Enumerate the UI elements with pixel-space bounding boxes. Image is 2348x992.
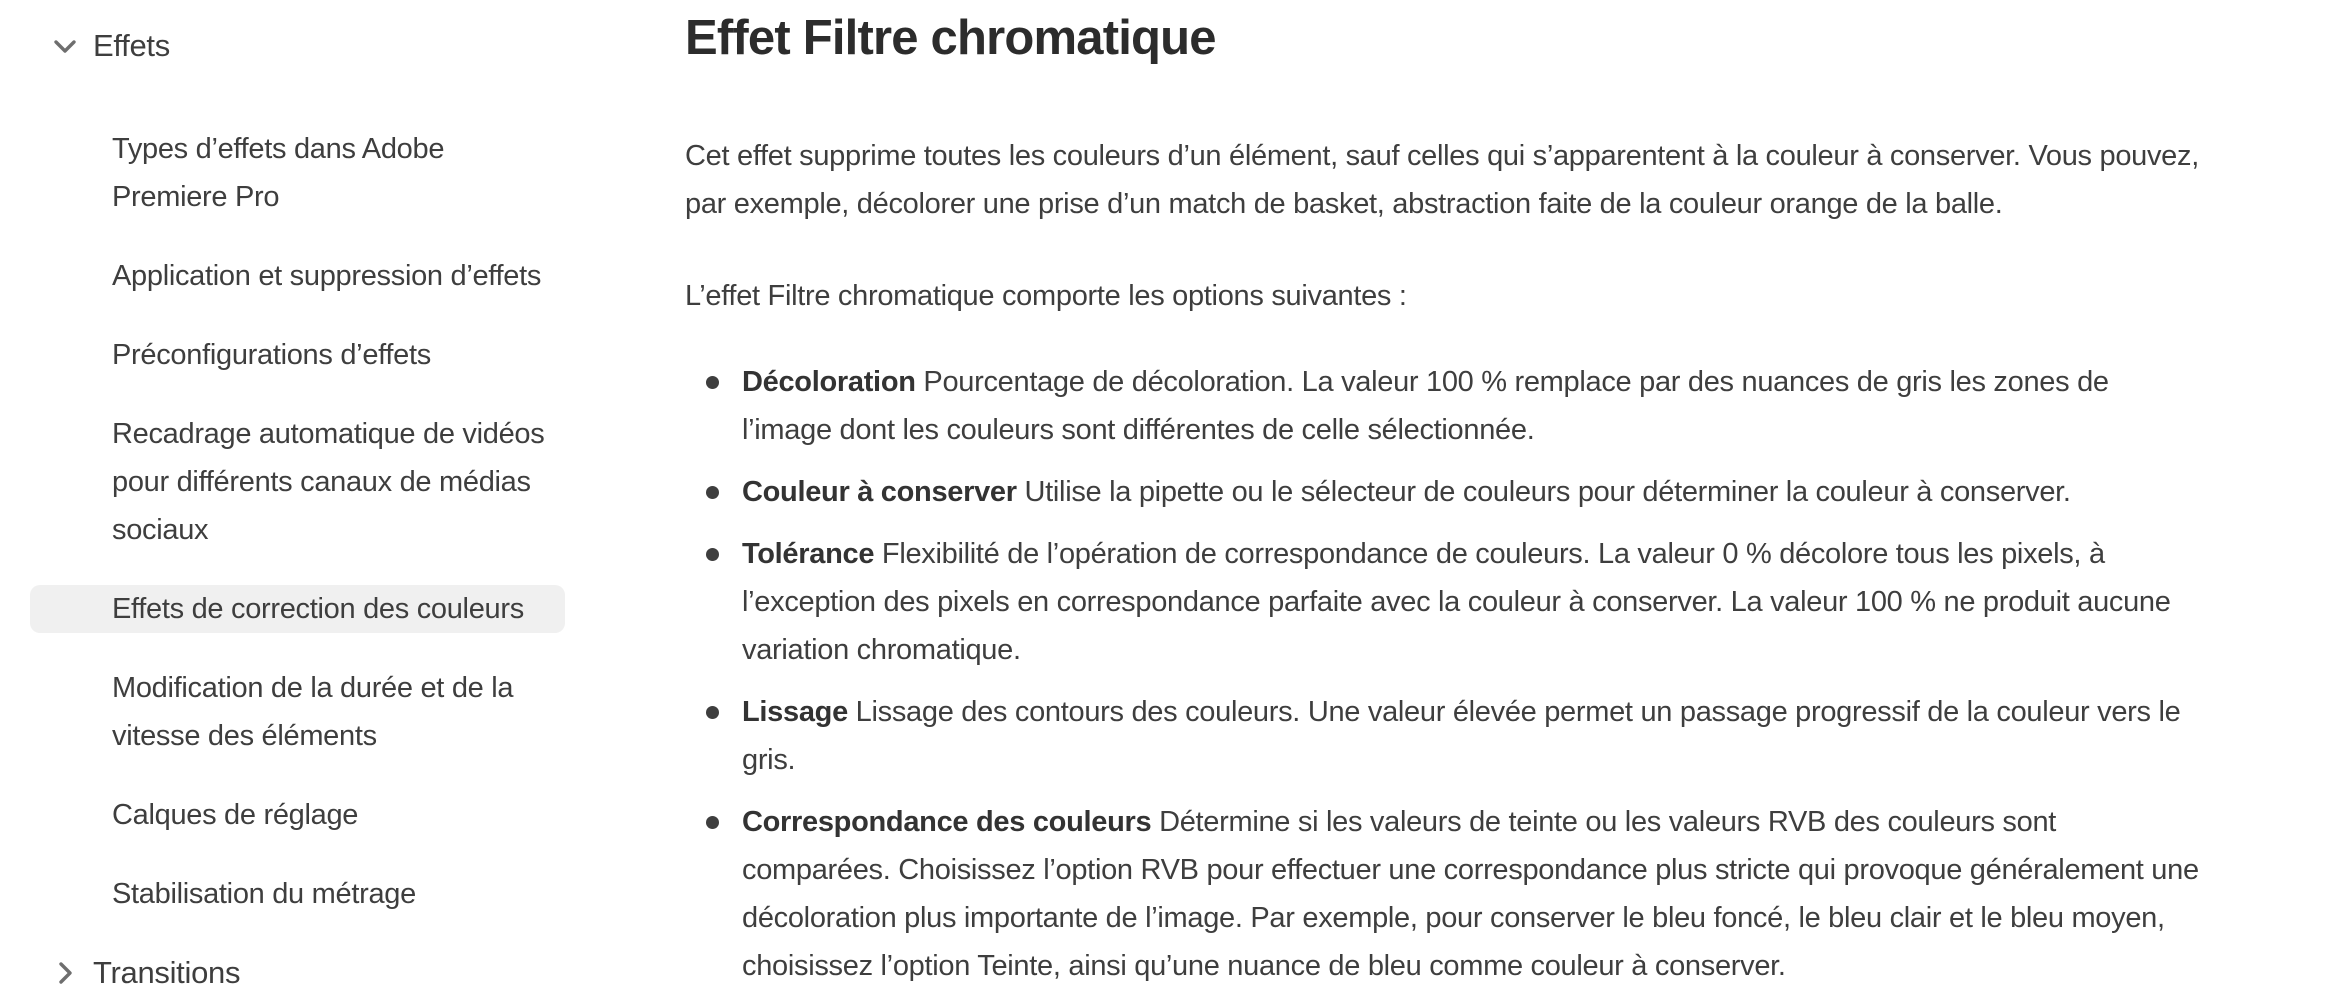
sidebar-item-application-suppression[interactable] bbox=[30, 252, 565, 300]
option-term: Couleur à conserver bbox=[742, 476, 1017, 508]
sidebar-section-label: Transitions bbox=[93, 955, 241, 990]
sidebar-item-label: Stabilisation du métrage bbox=[112, 878, 416, 910]
options-list bbox=[685, 358, 2202, 990]
sidebar-section-effets[interactable] bbox=[52, 22, 640, 70]
sidebar-item-preconfigurations[interactable] bbox=[30, 331, 565, 379]
sidebar-item-types-effets[interactable] bbox=[30, 125, 565, 221]
option-term: Décoloration bbox=[742, 366, 916, 398]
option-description: Lissage des contours des couleurs. Une valeur élevée permet un passage progressif de la couleur vers le gris. bbox=[742, 696, 2181, 776]
sidebar-item-label: Préconfigurations d’effets bbox=[112, 339, 431, 371]
option-description: Détermine si les valeurs de teinte ou les valeurs RVB des couleurs sont comparées. Choisissez l’option RVB pour effectuer une correspondance plus stricte qui provoque généralement une décoloration plus importante de l’image. Par exemple, pour conserver le bleu foncé, le bleu clair et le bleu moyen, choisissez l’option Teinte, ainsi qu’une nuance de bleu comme couleur à conserver. bbox=[742, 806, 2199, 982]
list-item-tolerance bbox=[685, 530, 2202, 674]
sidebar-item-list bbox=[0, 125, 640, 918]
sidebar-section-transitions[interactable] bbox=[52, 949, 640, 992]
sidebar-item-recadrage-automatique[interactable] bbox=[30, 410, 565, 554]
sidebar-section-label: Effets bbox=[93, 28, 170, 63]
article-content bbox=[685, 0, 2202, 992]
sidebar-item-calques-reglage[interactable] bbox=[30, 791, 565, 839]
sidebar-item-stabilisation-metrage[interactable] bbox=[30, 870, 565, 918]
chevron-right-icon bbox=[52, 960, 78, 986]
option-description: Flexibilité de l’opération de correspondance de couleurs. La valeur 0 % décolore tous les pixels, à l’exception des pixels en correspondance parfaite avec la couleur à conserver. La valeur 100 % ne produit aucune variation chromatique. bbox=[742, 538, 2171, 666]
list-item-couleur-a-conserver bbox=[685, 468, 2202, 516]
page-title: Effet Filtre chromatique bbox=[685, 11, 1216, 65]
option-term: Correspondance des couleurs bbox=[742, 806, 1152, 838]
sidebar-item-modification-duree-vitesse[interactable] bbox=[30, 664, 565, 760]
chevron-down-icon bbox=[52, 33, 78, 59]
sidebar-item-label: Recadrage automatique de vidéos pour différents canaux de médias sociaux bbox=[112, 418, 545, 546]
option-description: Pourcentage de décoloration. La valeur 100 % remplace par des nuances de gris les zones de l’image dont les couleurs sont différentes de celle sélectionnée. bbox=[742, 366, 2109, 446]
sidebar-item-label: Effets de correction des couleurs bbox=[112, 593, 524, 625]
sidebar-item-label: Calques de réglage bbox=[112, 799, 359, 831]
sidebar-item-label: Types d’effets dans Adobe Premiere Pro bbox=[112, 133, 445, 213]
options-lead-paragraph: L’effet Filtre chromatique comporte les options suivantes : bbox=[685, 280, 1407, 312]
option-description: Utilise la pipette ou le sélecteur de couleurs pour déterminer la couleur à conserver. bbox=[1016, 476, 2071, 508]
option-term: Tolérance bbox=[742, 538, 875, 570]
intro-paragraph: Cet effet supprime toutes les couleurs d’un élément, sauf celles qui s’apparentent à la couleur à conserver. Vous pouvez, par exemple, décolorer une prise d’un match de basket, abstraction faite de la couleur orange de la balle. bbox=[685, 140, 2199, 220]
sidebar-nav bbox=[0, 0, 640, 992]
sidebar-item-label: Application et suppression d’effets bbox=[112, 260, 542, 292]
list-item-correspondance-couleurs bbox=[685, 798, 2202, 990]
sidebar-item-effets-correction-couleurs[interactable] bbox=[30, 585, 565, 633]
list-item-lissage bbox=[685, 688, 2202, 784]
list-item-decoloration bbox=[685, 358, 2202, 454]
sidebar-item-label: Modification de la durée et de la vitesse des éléments bbox=[112, 672, 514, 752]
option-term: Lissage bbox=[742, 696, 848, 728]
